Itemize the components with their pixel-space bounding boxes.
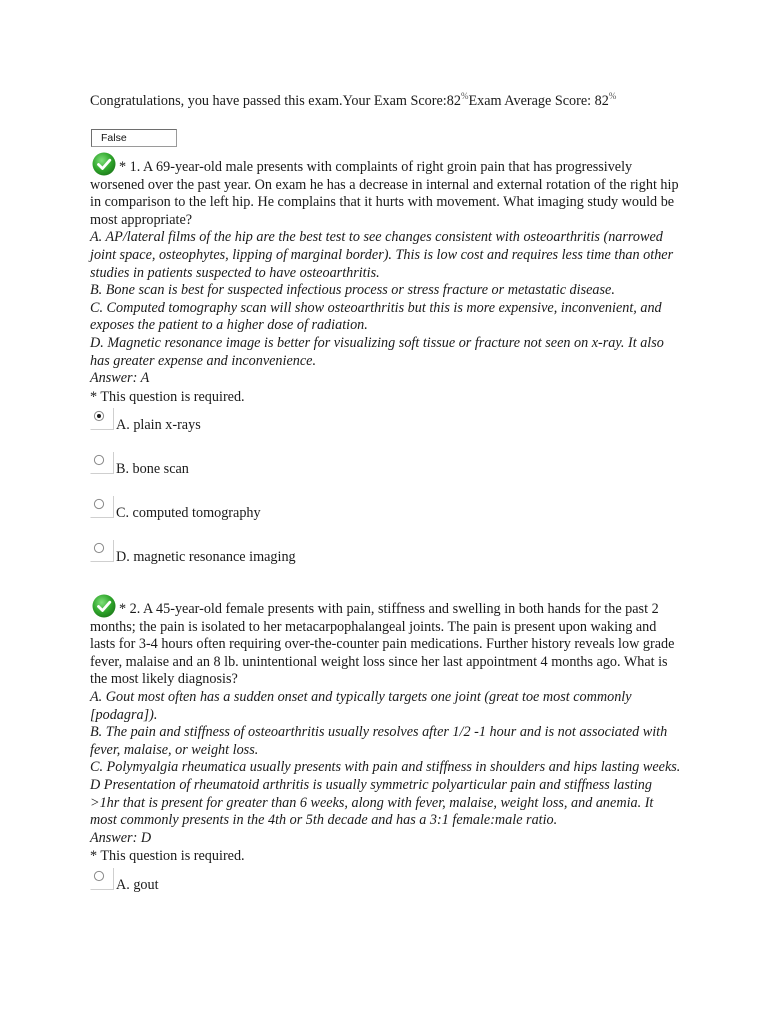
option-label: A. plain x-rays — [116, 417, 201, 434]
question-stem-text: * 1. A 69-year-old male presents with complaints of right groin pain that has progressively worsened over the past year. On exam he has a decrease in internal and external rotation of the right hip in comparison to the left hip. He complains that it hurts with movement. What imaging study would be most appropriate? — [90, 159, 679, 228]
exam-score-unit: % — [460, 91, 469, 101]
exam-result-header — [90, 93, 616, 111]
option-label: B. bone scan — [116, 461, 189, 478]
question-2 — [90, 594, 682, 912]
explanation-b: B. The pain and stiffness of osteoarthritis usually resolves after 1/2 -1 hour and is not associated with fever, malaise, or weight loss. — [90, 724, 668, 758]
explanation-b: B. Bone scan is best for suspected infectious process or stress fracture or metastatic disease. — [90, 282, 615, 299]
green-check-icon — [92, 152, 116, 176]
required-note: * This question is required. — [90, 388, 245, 405]
question-stem — [90, 152, 682, 229]
green-check-icon — [92, 594, 116, 618]
option-a[interactable] — [90, 408, 682, 452]
radio-button-icon[interactable] — [90, 540, 114, 562]
question-stem-text: * 2. A 45-year-old female presents with pain, stiffness and swelling in both hands for the past 2 months; the pain is isolated to her metacarpophalangeal joints. The pain is present upon waking and lasts for 3-4 hours often requiring over-the-counter pain medications. Further history reveals low grade fever, malaise and an 8 lb. unintentional weight loss since her last appointment 4 months ago. What is the most likely diagnosis? — [90, 601, 675, 688]
exam-score-text: Congratulations, you have passed this exam.Your Exam Score:82 — [90, 93, 461, 109]
radio-button-icon[interactable] — [90, 496, 114, 518]
explanation-c: C. Computed tomography scan will show osteoarthritis but this is more expensive, inconvenient, and exposes the patient to a higher dose of radiation. — [90, 299, 662, 334]
required-note: * This question is required. — [90, 848, 245, 865]
option-a[interactable] — [90, 868, 682, 912]
explanation-a: A. AP/lateral films of the hip are the best test to see changes consistent with osteoarthritis (narrowed joint space, osteophytes, lipping of marginal border). This is low cost and requires less time than other studies in patients suspected to have osteoarthritis. — [90, 229, 674, 281]
exam-average-text: Exam Average Score: 82 — [468, 93, 609, 109]
option-c[interactable] — [90, 496, 682, 540]
option-label: D. magnetic resonance imaging — [116, 549, 296, 566]
radio-button-icon[interactable] — [90, 868, 114, 890]
radio-button-icon[interactable] — [90, 408, 114, 430]
question-stem — [90, 594, 682, 689]
option-d[interactable] — [90, 540, 682, 584]
option-label: C. computed tomography — [116, 505, 261, 522]
option-label: A. gout — [116, 876, 159, 893]
explanation-a: A. Gout most often has a sudden onset and typically targets one joint (great toe most commonly [podagra]). — [90, 688, 632, 723]
explanation-c: C. Polymyalgia rheumatica usually presents with pain and stiffness in shoulders and hips lasting weeks. — [90, 759, 681, 776]
explanation-d: D Presentation of rheumatoid arthritis is usually symmetric polyarticular pain and stiffness lasting >1hr that is present for greater than 6 weeks, along with fever, malaise, weight loss, and anemia. It most commonly presents in the 4th or 5th decade and has a 3:1 female:male ratio. — [90, 776, 654, 829]
answer-key: Answer: D — [90, 829, 152, 846]
option-b[interactable] — [90, 452, 682, 496]
exam-average-unit: % — [608, 91, 617, 101]
false-answer-field[interactable]: False — [91, 129, 177, 147]
radio-button-icon[interactable] — [90, 452, 114, 474]
explanation-d: D. Magnetic resonance image is better for visualizing soft tissue or fracture not seen on x-ray. It also has greater expense and inconvenience. — [90, 334, 664, 369]
question-1 — [90, 152, 682, 584]
answer-key: Answer: A — [90, 370, 150, 387]
